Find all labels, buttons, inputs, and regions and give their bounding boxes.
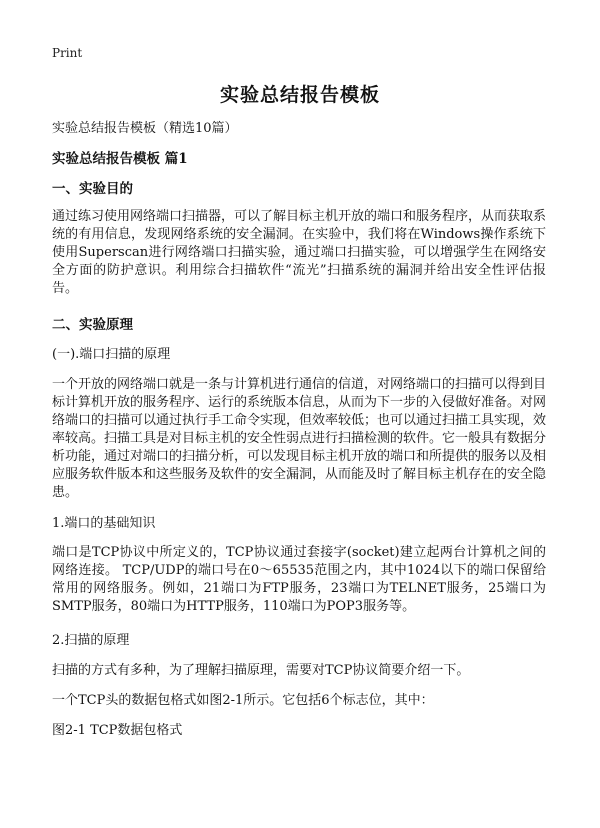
subsection-heading-port-basics: 1.端口的基础知识 xyxy=(52,516,156,531)
section-heading-purpose: 一、实验目的 xyxy=(52,181,133,197)
paragraph-port-basics: 端口是TCP协议中所定义的，TCP协议通过套接字(socket)建立起两台计算机之间的网络连接。 TCP/UDP的端口号在0～65535范围之内，其中1024以下的端口保留给常用的网络服务。例如，21端口为FTP服务，23端口为TELNET服务，25端口为SMTP服务，80端口为HTTP服务，110端口为POP3服务等。 xyxy=(52,545,546,614)
figure-caption: 图2-1 TCP数据包格式 xyxy=(52,723,183,738)
paragraph-port-scan: 一个开放的网络端口就是一条与计算机进行通信的信道，对网络端口的扫描可以得到目标计算机开放的服务程序、运行的系统版本信息，从而为下一步的入侵做好准备。对网络端口的扫描可以通过执行手工命令实现，但效率较低；也可以通过扫描工具实现，效率较高。扫描工具是对目标主机的安全性弱点进行扫描检测的软件。它一般具有数据分析功能，通过对端口的扫描分析，可以发现目标主机开放的端口和所提供的服务以及相应服务软件版本和这些服务及软件的安全漏洞，从而能及时了解目标主机存在的安全隐患。 xyxy=(52,377,547,500)
print-label: Print xyxy=(52,46,83,60)
article-heading: 实验总结报告模板 篇1 xyxy=(52,151,188,167)
document-title: 实验总结报告模板 xyxy=(219,84,380,106)
paragraph-scan-intro: 扫描的方式有多种，为了理解扫描原理，需要对TCP协议简要介绍一下。 xyxy=(52,663,470,678)
subsection-heading-port-scan: (一).端口扫描的原理 xyxy=(52,347,171,362)
document-subtitle: 实验总结报告模板（精选10篇） xyxy=(52,121,238,136)
subsection-heading-scan-principle: 2.扫描的原理 xyxy=(52,633,130,648)
paragraph-tcp-header: 一个TCP头的数据包格式如图2-1所示。它包括6个标志位，其中： xyxy=(52,693,434,708)
section-heading-principle: 二、实验原理 xyxy=(52,317,133,333)
paragraph-purpose: 通过练习使用网络端口扫描器，可以了解目标主机开放的端口和服务程序，从而获取系统的有用信息，发现网络系统的安全漏洞。在实验中，我们将在Windows操作系统下使用Superscan进行网络端口扫描实验，通过端口扫描实验，可以增强学生在网络安全方面的防护意识。利用综合扫描软件“流光”扫描系统的漏洞并给出安全性评估报告。 xyxy=(52,209,547,296)
